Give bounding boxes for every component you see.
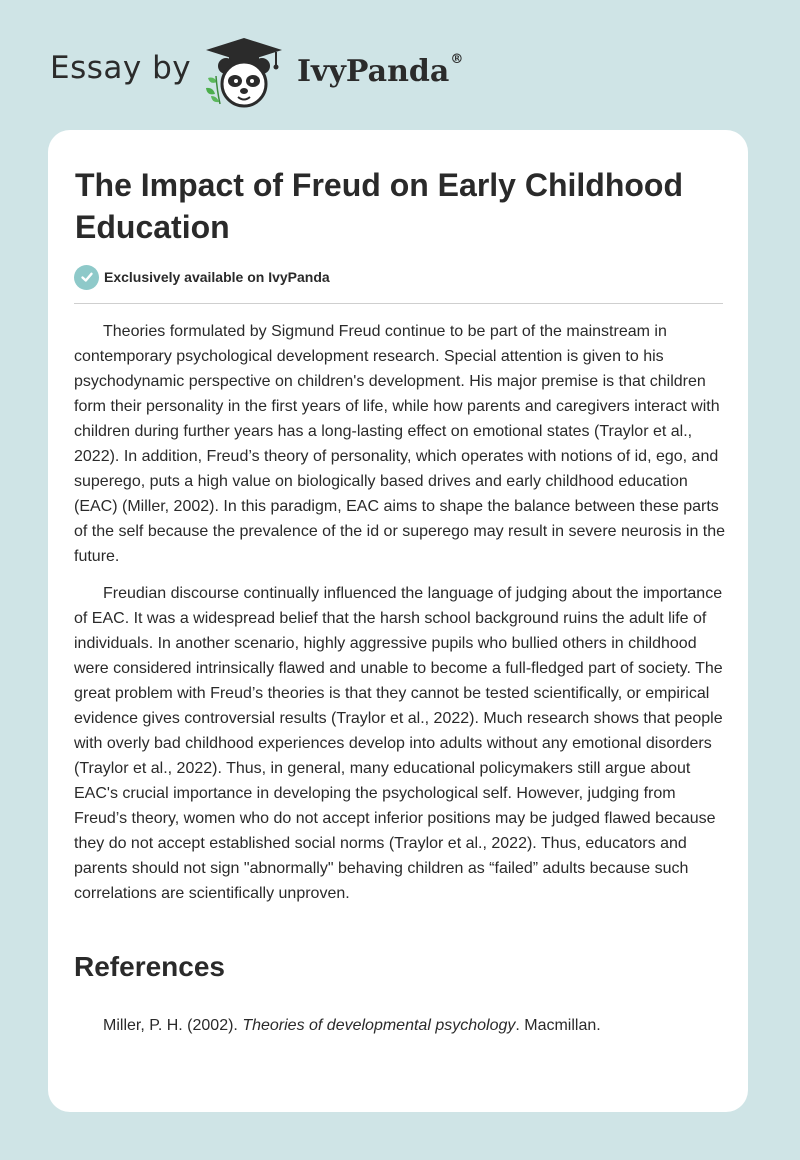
brand-text: IvyPanda bbox=[297, 54, 450, 89]
essay-by-label: Essay by bbox=[50, 50, 192, 86]
reference-entry bbox=[103, 1014, 601, 1038]
site-header bbox=[0, 0, 800, 128]
divider bbox=[74, 303, 723, 304]
badge-label: Exclusively available on IvyPanda bbox=[104, 269, 330, 285]
essay-body bbox=[74, 319, 728, 918]
body-paragraph: Freudian discourse continually influenced the language of judging about the importance of EAC. It was a widespread belief that the harsh school background ruins the adult life of individuals. In another scenario, highly aggressive pupils who bullied others in childhood were considered intrinsically flawed and unable to become a full-fledged part of society. The great problem with Freud’s theories is that they cannot be tested scientifically, or empirical evidence gives controversial results (Traylor et al., 2022). Much research shows that people with overly bad childhood experiences develop into adults without any emotional disorders (Traylor et al., 2022). Thus, in general, many educational policymakers still argue about EAC's crucial importance in developing the psychological self. However, judging from Freud’s theory, women who do not accept inferior positions may be judged flawed because they do not accept established social norms (Traylor et al., 2022). Thus, educators and parents should not sign "abnormally" behaving children as “failed” adults because such correlations are scientifically unproven. bbox=[74, 585, 723, 902]
exclusive-badge bbox=[74, 264, 330, 290]
body-paragraph: Theories formulated by Sigmund Freud continue to be part of the mainstream in contemporary psychological development research. Special attention is given to his psychodynamic perspective on children's development. His major premise is that children form their personality in the first years of life, while how parents and caregivers interact with children during further years has a long-lasting effect on emotional states (Traylor et al., 2022). In addition, Freud’s theory of personality, which operates with notions of id, ego, and superego, puts a high value on biologically based drives and early childhood education (EAC) (Miller, 2002). In this paradigm, EAC aims to shape the balance between these parts of the self because the prevalence of the id or superego may result in severe neurosis in the future. bbox=[74, 323, 726, 565]
reference-title: Theories of developmental psychology bbox=[242, 1017, 516, 1034]
essay-title: The Impact of Freud on Early Childhood Education bbox=[75, 167, 684, 245]
check-icon bbox=[74, 265, 99, 290]
registered-mark: ® bbox=[450, 52, 464, 67]
references-heading: References bbox=[74, 951, 225, 982]
panda-graduation-cap-icon[interactable] bbox=[198, 36, 290, 112]
reference-author: Miller, P. H. (2002). bbox=[103, 1017, 243, 1034]
brand-name[interactable] bbox=[297, 54, 463, 89]
essay-card bbox=[48, 130, 748, 1112]
reference-publisher: . Macmillan. bbox=[515, 1017, 601, 1034]
